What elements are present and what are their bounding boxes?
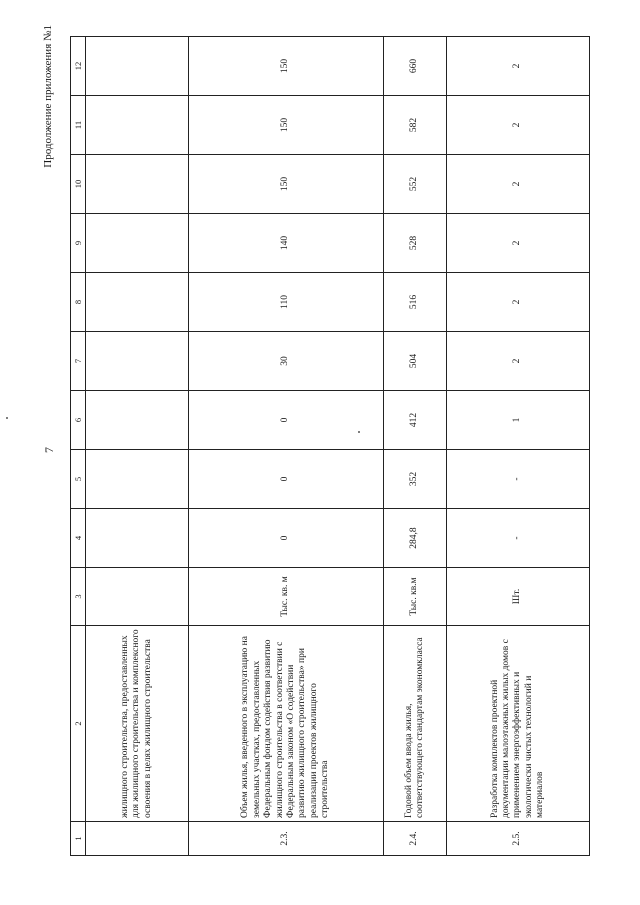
year-value-cell: 2 <box>447 155 590 214</box>
year-value-cell: 140 <box>189 214 384 273</box>
page-number: 7 <box>42 447 56 453</box>
year-value-cell: 0 <box>189 509 384 568</box>
row-unit: Шт. <box>447 568 590 626</box>
year-value-cell: 582 <box>384 96 447 155</box>
column-number: 4 <box>71 509 86 568</box>
year-value-cell <box>86 37 189 96</box>
column-number: 2 <box>71 626 86 822</box>
year-value-cell: 352 <box>384 450 447 509</box>
row-description: Объем жилья, введенного в эксплуатацию на земельных участках, предоставленных Федеральным фондом содействия развитию жилищного строительства в соответствии с Федеральным законом «О содействии развитию жилищного строительства» при реализации проектов жилищного строительства <box>189 626 384 822</box>
year-value-cell: 1 <box>447 391 590 450</box>
year-value-cell: 110 <box>189 273 384 332</box>
table-row <box>384 37 447 856</box>
row-unit: Тыс. кв.м <box>384 568 447 626</box>
row-number: 2.5. <box>447 822 590 856</box>
row-unit: Тыс. кв. м <box>189 568 384 626</box>
scan-speck <box>6 417 8 419</box>
year-value-cell: - <box>447 450 590 509</box>
year-value-cell: 284,8 <box>384 509 447 568</box>
row-description: Годовой объем ввода жилья, соответствующего стандартам экономкласса <box>384 626 447 822</box>
column-number: 7 <box>71 332 86 391</box>
column-number: 8 <box>71 273 86 332</box>
year-value-cell: 30 <box>189 332 384 391</box>
year-value-cell <box>86 509 189 568</box>
year-value-cell <box>86 214 189 273</box>
year-value-cell: 150 <box>189 37 384 96</box>
row-number: 2.3. <box>189 822 384 856</box>
year-value-cell: 504 <box>384 332 447 391</box>
column-number: 9 <box>71 214 86 273</box>
year-value-cell: 412 <box>384 391 447 450</box>
indicators-table <box>70 36 590 856</box>
year-value-cell: 2 <box>447 273 590 332</box>
year-value-cell: 150 <box>189 155 384 214</box>
row-description: жилищного строительства, предоставленных для жилищного строительства и комплексного освоения в целях жилищного строительства <box>86 626 189 822</box>
year-value-cell <box>86 332 189 391</box>
year-value-cell: - <box>447 509 590 568</box>
row-number: 2.4. <box>384 822 447 856</box>
column-number: 12 <box>71 37 86 96</box>
year-value-cell <box>86 96 189 155</box>
year-value-cell: 2 <box>447 332 590 391</box>
column-number: 11 <box>71 96 86 155</box>
year-value-cell: 528 <box>384 214 447 273</box>
year-value-cell: 516 <box>384 273 447 332</box>
year-value-cell: 2 <box>447 37 590 96</box>
year-value-cell <box>86 450 189 509</box>
table-row <box>86 37 189 856</box>
row-number <box>86 822 189 856</box>
column-number: 5 <box>71 450 86 509</box>
column-number-row <box>71 37 86 856</box>
row-unit <box>86 568 189 626</box>
column-number: 6 <box>71 391 86 450</box>
appendix-continuation-note: Продолжение приложения №1 <box>42 25 54 168</box>
year-value-cell: 0 <box>189 450 384 509</box>
year-value-cell: 660 <box>384 37 447 96</box>
table-row <box>447 37 590 856</box>
year-value-cell: 552 <box>384 155 447 214</box>
year-value-cell <box>86 273 189 332</box>
row-description: Разработка комплектов проектной документации малоэтажных жилых домов с применением энергоэффективных и экологически чистых технологий и материалов <box>447 626 590 822</box>
year-value-cell: 0 <box>189 391 384 450</box>
table-row <box>189 37 384 856</box>
year-value-cell: 2 <box>447 214 590 273</box>
year-value-cell <box>86 155 189 214</box>
column-number: 3 <box>71 568 86 626</box>
year-value-cell: 2 <box>447 96 590 155</box>
year-value-cell: 150 <box>189 96 384 155</box>
column-number: 1 <box>71 822 86 856</box>
column-number: 10 <box>71 155 86 214</box>
scan-speck <box>358 431 360 433</box>
year-value-cell <box>86 391 189 450</box>
